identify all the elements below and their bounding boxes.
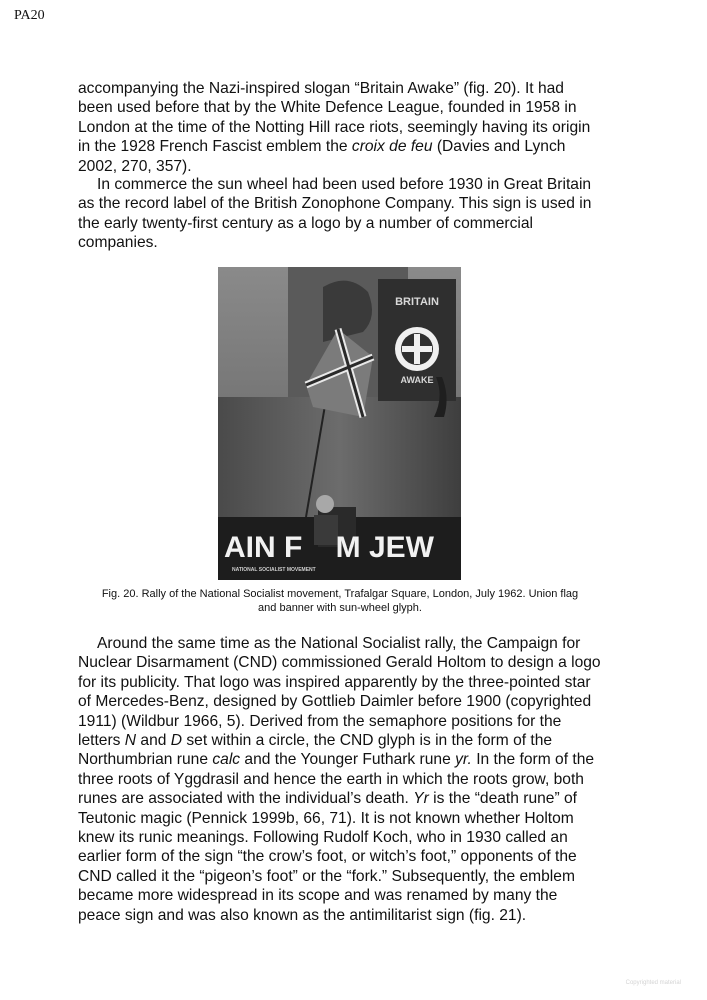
copyright-watermark: Copyrighted material — [625, 980, 681, 986]
text-run: in the 1928 French Fascist emblem the — [78, 138, 352, 156]
text-run: runes are associated with the individual’s death. — [78, 790, 414, 808]
text-line — [78, 750, 602, 769]
text-line — [78, 137, 602, 156]
figure-caption — [70, 587, 610, 615]
text-run: In the form of the — [471, 751, 595, 769]
italic-term: N — [124, 732, 137, 750]
text-line: In commerce the sun wheel had been used before 1930 in Great Britain — [97, 176, 592, 193]
text-run: and — [136, 732, 171, 750]
text-line: Nuclear Disarmament (CND) commissioned Gerald Holtom to design a logo — [78, 654, 601, 672]
paragraph-1 — [78, 79, 602, 176]
paragraph-3 — [78, 634, 602, 925]
text-line: for its publicity. That logo was inspired apparently by the three-pointed star — [78, 673, 591, 691]
italic-term: D — [170, 732, 183, 750]
text-line: Teutonic magic (Pennick 1999b, 66, 71). It is not known whether Holtom — [78, 809, 574, 827]
banner-bottom-text: AWAKE — [400, 375, 434, 385]
caption-line: and banner with sun-wheel glyph. — [258, 602, 422, 614]
text-line — [78, 731, 602, 750]
photo-image — [218, 267, 461, 580]
text-line: earlier form of the sign “the crow’s foot, or witch’s foot,” opponents of the — [78, 848, 577, 866]
text-run: set within a circle, the CND glyph is in the form of the — [182, 732, 553, 750]
italic-term: yr. — [455, 751, 472, 769]
text-run: letters — [78, 732, 125, 750]
text-line: 2002, 270, 357). — [78, 157, 192, 175]
banner-top-text: BRITAIN — [395, 296, 439, 308]
text-line: knew its runic meanings. Following Rudolf Koch, who in 1930 called an — [78, 829, 568, 847]
italic-term: Yr — [413, 790, 429, 808]
text-line: as the record label of the British Zonophone Company. This sign is used in — [78, 195, 592, 213]
rostrum-sub-text: NATIONAL SOCIALIST MOVEMENT — [232, 567, 316, 573]
paragraph-2 — [78, 175, 602, 253]
text-line: the early twenty-first century as a logo by a number of commercial — [78, 214, 534, 232]
text-line: been used before that by the White Defence League, founded in 1958 in — [78, 99, 577, 117]
text-run: (Davies and Lynch — [432, 138, 566, 156]
text-line — [78, 789, 602, 808]
rally-photo — [218, 267, 461, 580]
text-line: accompanying the Nazi-inspired slogan “Britain Awake” (fig. 20). It had — [78, 80, 564, 97]
text-line: Around the same time as the National Socialist rally, the Campaign for — [97, 635, 581, 652]
text-line: became more widespread in its scope and was renamed by many the — [78, 887, 558, 905]
caption-line: Fig. 20. Rally of the National Socialist movement, Trafalgar Square, London, July 1962. Union flag — [101, 588, 579, 600]
text-line: of Mercedes-Benz, designed by Gottlieb Daimler before 1900 (copyrighted — [78, 693, 592, 711]
rostrum-slogan: AIN F M JEW — [224, 531, 434, 564]
text-line: CND called it the “pigeon’s foot” or the “fork.” Subsequently, the emblem — [78, 867, 575, 885]
text-line: peace sign and was also known as the antimilitarist sign (fig. 21). — [78, 906, 527, 924]
text-line: London at the time of the Notting Hill race riots, seemingly having its origin — [78, 118, 591, 136]
italic-term: calc — [212, 751, 241, 769]
italic-term: croix de feu — [351, 138, 433, 156]
text-run: Northumbrian rune — [78, 751, 213, 769]
text-run: is the “death rune” of — [428, 790, 578, 808]
text-line: 1911) (Wildbur 1966, 5). Derived from the semaphore positions for the — [78, 712, 562, 730]
page-number: PA20 — [14, 8, 45, 23]
text-run: and the Younger Futhark rune — [240, 751, 456, 769]
text-line: companies. — [78, 234, 158, 252]
text-line: three roots of Yggdrasil and hence the earth in which the roots grow, both — [78, 770, 584, 788]
